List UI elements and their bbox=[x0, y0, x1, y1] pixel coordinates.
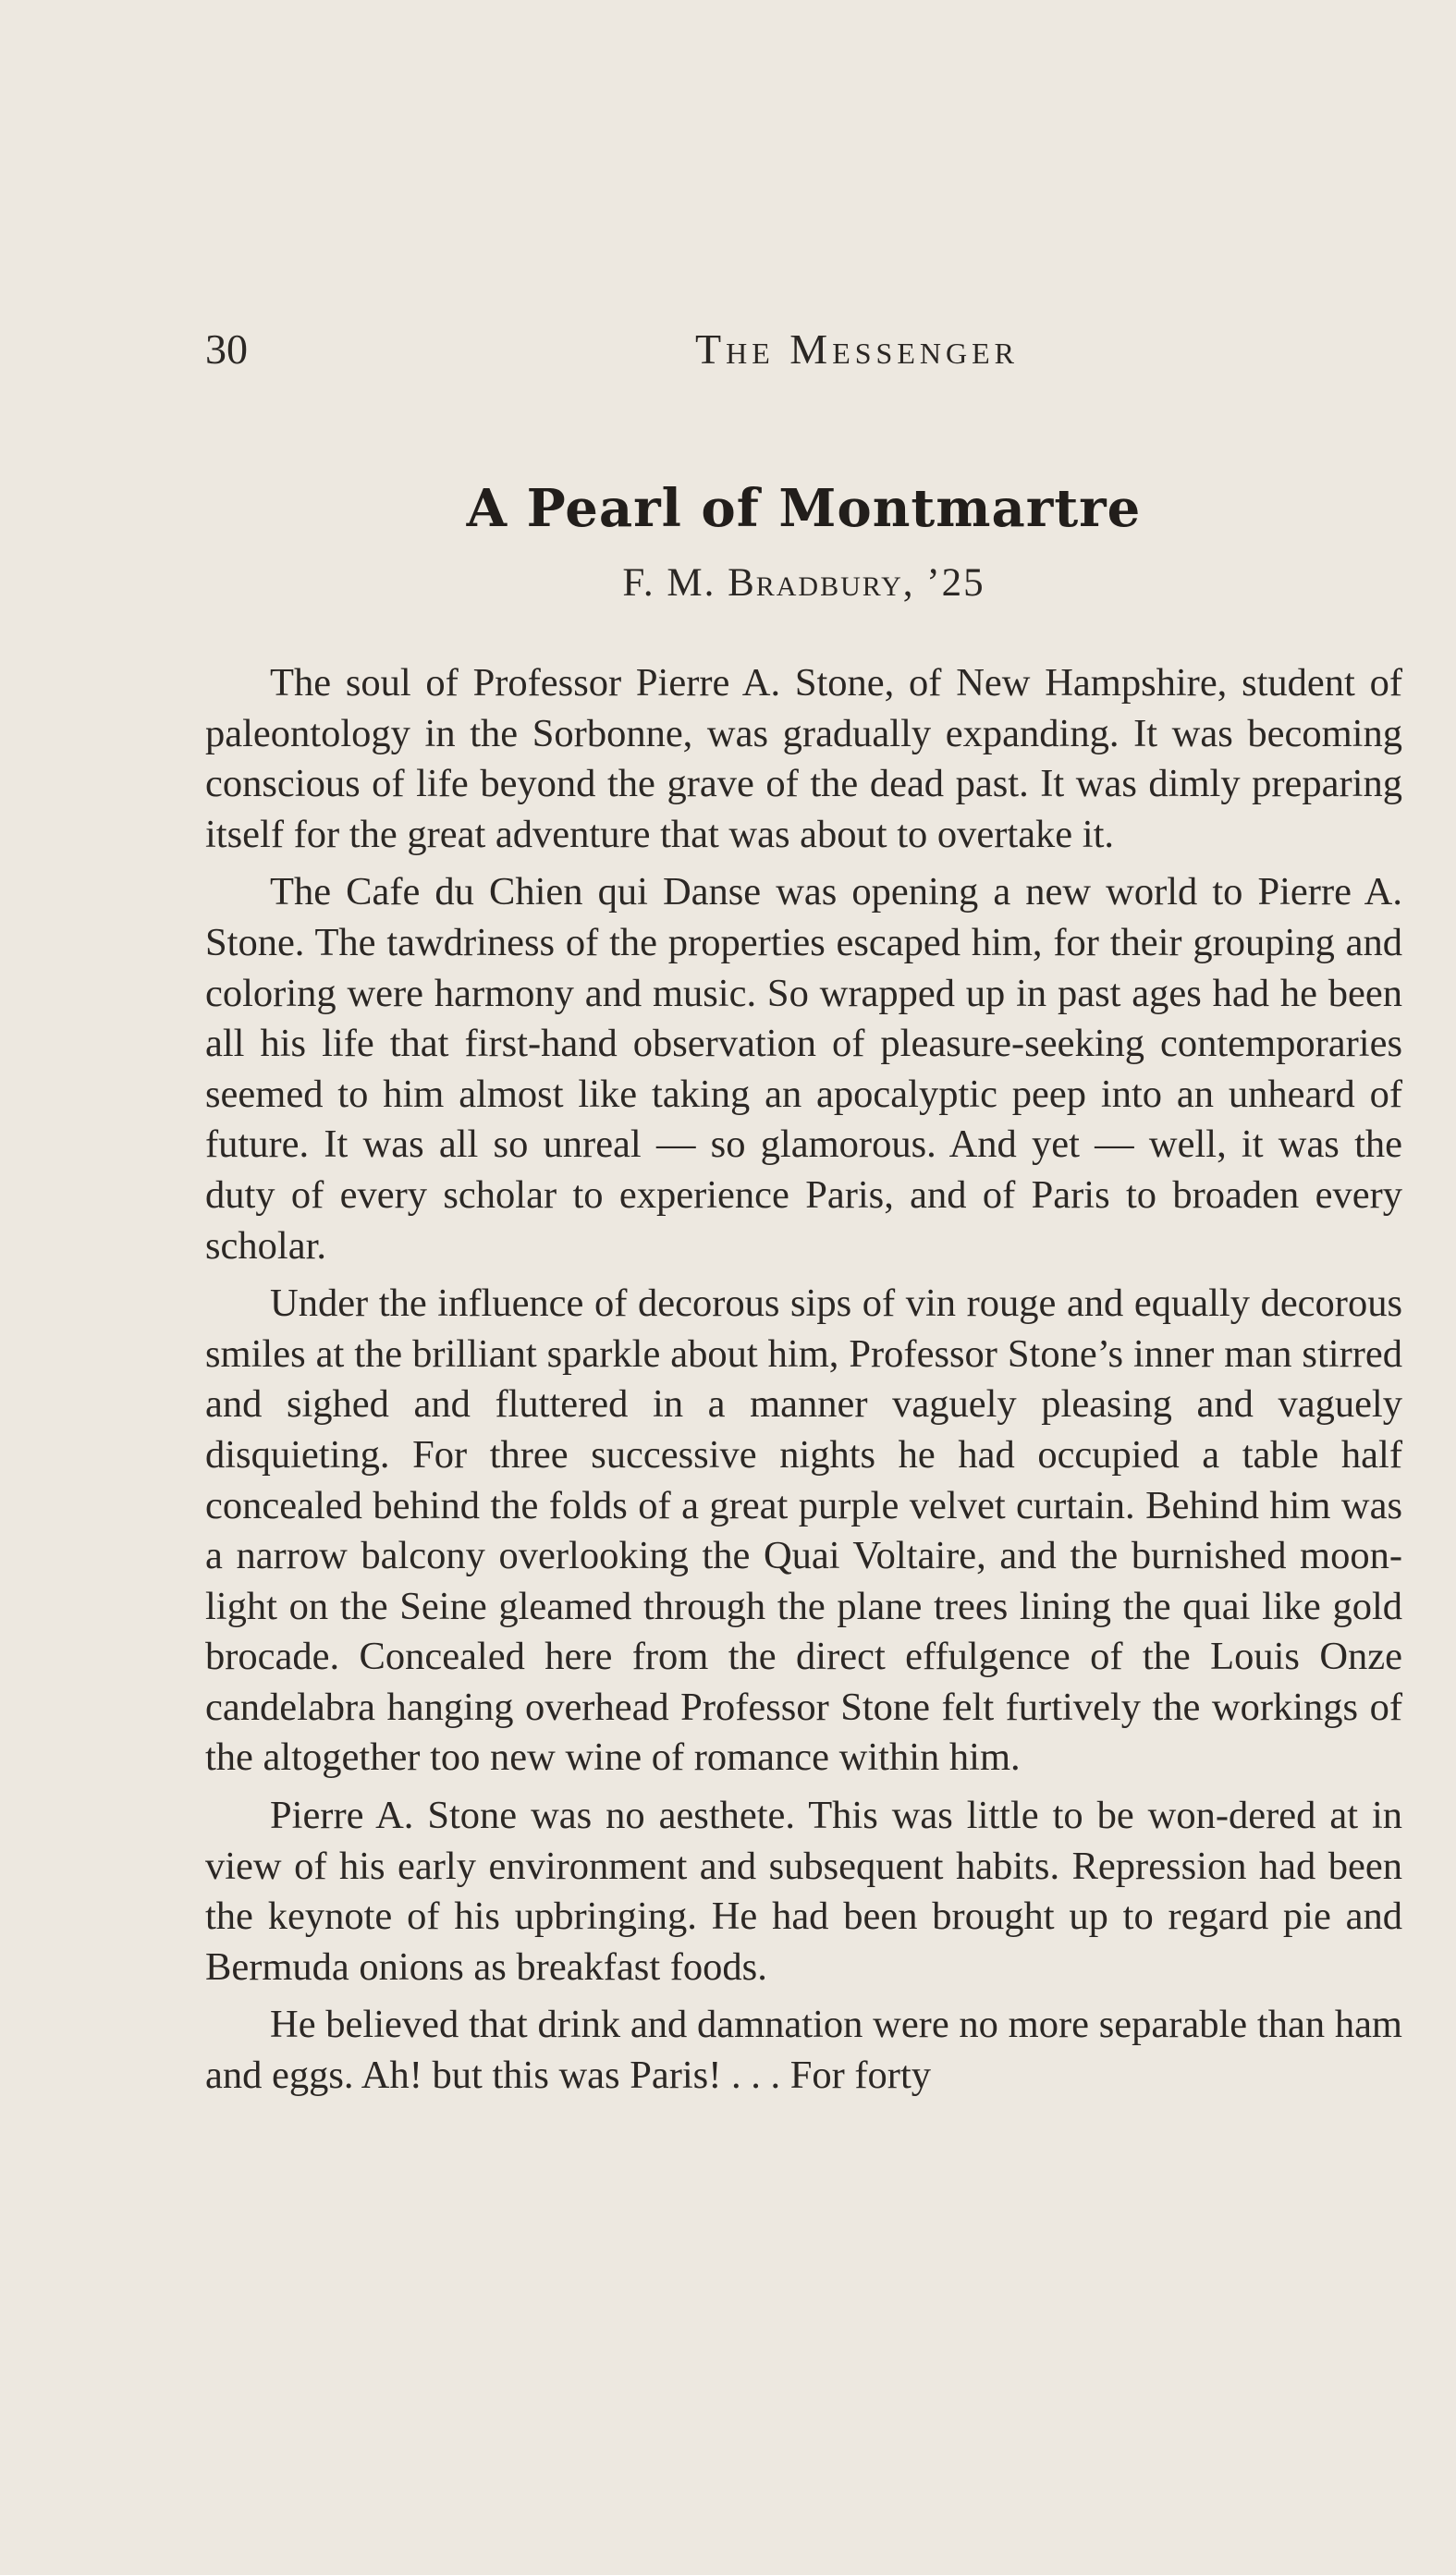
running-head bbox=[205, 322, 1402, 377]
paragraph-3: Under the influence of decorous sips of vin rouge and equally decorous smiles at the brilliant sparkle about him, Professor Stone’s inner man stirred and sighed and fluttered in a manner vaguely pleasing and vaguely disquieting. For three successive nights he had occupied a table half concealed behind the folds of a great purple velvet curtain. Behind him was a narrow balcony overlooking the Quai Voltaire, and the burnished moon-light on the Seine gleamed through the plane trees lining the quai like gold brocade. Concealed here from the direct effulgence of the Louis Onze candelabra hanging overhead Professor Stone felt furtively the workings of the altogether too new wine of romance within him. bbox=[205, 1281, 1402, 1780]
journal-title: The Messenger bbox=[695, 325, 1019, 373]
article-body bbox=[205, 658, 1402, 2102]
paragraph-5: He believed that drink and damnation were no more separable than ham and eggs. Ah! but this was Paris! . . . For forty bbox=[205, 2003, 1402, 2098]
paragraph-1: The soul of Professor Pierre A. Stone, of New Hampshire, student of paleontology in the Sorbonne, was gradually expanding. It was becoming conscious of life beyond the grave of the dead past. It was dimly preparing itself for the great adventure that was about to overtake it. bbox=[205, 661, 1402, 856]
paragraph-4: Pierre A. Stone was no aesthete. This was little to be won-dered at in view of his early environment and subsequent habits. Repression had been the keynote of his upbringing. He had been brought up to regard pie and Bermuda onions as breakfast foods. bbox=[205, 1794, 1402, 1989]
paragraph-2: The Cafe du Chien qui Danse was opening a new world to Pierre A. Stone. The tawdriness of the properties escaped him, for their grouping and coloring were harmony and music. So wrapped up in past ages had he been all his life that first-hand observation of pleasure-seeking contemporaries seemed to him almost like taking an apocalyptic peep into an unheard of future. It was all so unreal — so glamorous. And yet — well, it was the duty of every scholar to experience Paris, and of Paris to broaden every scholar. bbox=[205, 870, 1402, 1268]
page-number: 30 bbox=[205, 325, 248, 373]
article-title: A Pearl of Montmartre bbox=[466, 478, 1142, 539]
article-byline: F. M. Bradbury, ’25 bbox=[622, 561, 985, 605]
